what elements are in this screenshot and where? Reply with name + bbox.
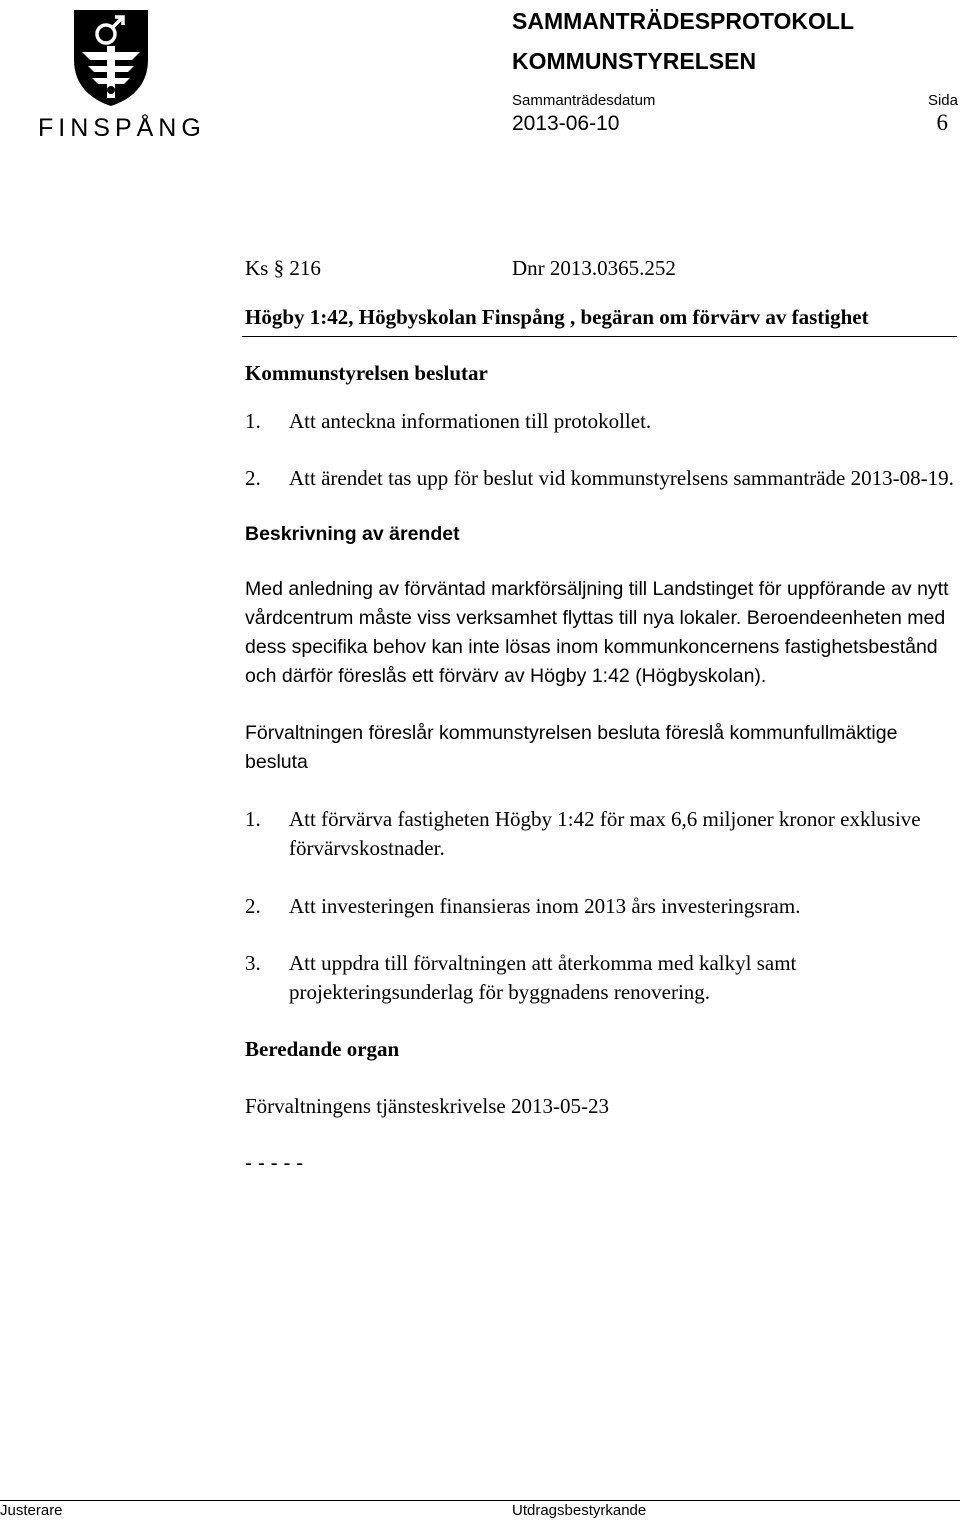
end-marker: - - - - - bbox=[245, 1152, 304, 1175]
description-heading: Beskrivning av ärendet bbox=[245, 523, 460, 545]
list-item: 3. Att uppdra till förvaltningen att återkomma med kalkyl samt projekteringsunderlag för byggnadens renovering. bbox=[245, 951, 797, 1004]
meeting-date: 2013-06-10 bbox=[512, 112, 620, 135]
proposal-list bbox=[245, 805, 957, 1007]
logo-wordmark: FINSPÅNG bbox=[38, 114, 206, 142]
organisation-name: KOMMUNSTYRELSEN bbox=[512, 48, 757, 74]
municipal-coat-of-arms-icon bbox=[72, 8, 150, 108]
page-label: Sida bbox=[927, 92, 958, 109]
decision-list bbox=[245, 407, 957, 493]
preparation-text: Förvaltningens tjänsteskrivelse 2013-05-23 bbox=[245, 1094, 609, 1118]
protocol-title: SAMMANTRÄDESPROTOKOLL bbox=[512, 8, 855, 34]
list-item: 2. Att investeringen finansieras inom 2013 års investeringsram. bbox=[245, 894, 801, 918]
case-reference bbox=[245, 254, 957, 283]
list-item: 2. Att ärendet tas upp för beslut vid kommunstyrelsens sammanträde 2013-08-19. bbox=[245, 466, 954, 490]
decision-heading: Kommunstyrelsen beslutar bbox=[245, 361, 488, 385]
list-item: 1. Att förvärva fastigheten Högby 1:42 för max 6,6 miljoner kronor exklusive förvärvskostnader. bbox=[245, 807, 921, 860]
description-paragraph: Med anledning av förväntad markförsäljning till Landstinget för uppförande av nytt vårdcentrum måste viss verksamhet flyttas till nya lokaler. Beroendeenheten med dess specifika behov kan inte lösas inom kommunkoncernens fastighetsbestånd och därför föreslås ett förvärv av Högby 1:42 (Högbyskolan). bbox=[245, 578, 949, 687]
footer-divider bbox=[0, 1500, 960, 1501]
finspang-logo bbox=[38, 8, 206, 142]
footer-certification-label: Utdragsbestyrkande bbox=[512, 1502, 647, 1519]
case-subject: Högby 1:42, Högbyskolan Finspång , begäran om förvärv av fastighet bbox=[242, 303, 957, 337]
case-registration-number: Dnr 2013.0365.252 bbox=[512, 256, 676, 280]
proposal-intro: Förvaltningen föreslår kommunstyrelsen besluta föreslå kommunfullmäktige besluta bbox=[245, 722, 898, 773]
meeting-date-label: Sammanträdesdatum bbox=[512, 92, 656, 109]
list-item: 1. Att anteckna informationen till protokollet. bbox=[245, 409, 652, 433]
page-number: 6 bbox=[936, 110, 948, 135]
preparation-heading: Beredande organ bbox=[245, 1037, 400, 1061]
protocol-body bbox=[245, 254, 957, 1178]
footer-adjuster-label: Justerare bbox=[0, 1502, 63, 1519]
case-paragraph-number: Ks § 216 bbox=[245, 256, 321, 280]
